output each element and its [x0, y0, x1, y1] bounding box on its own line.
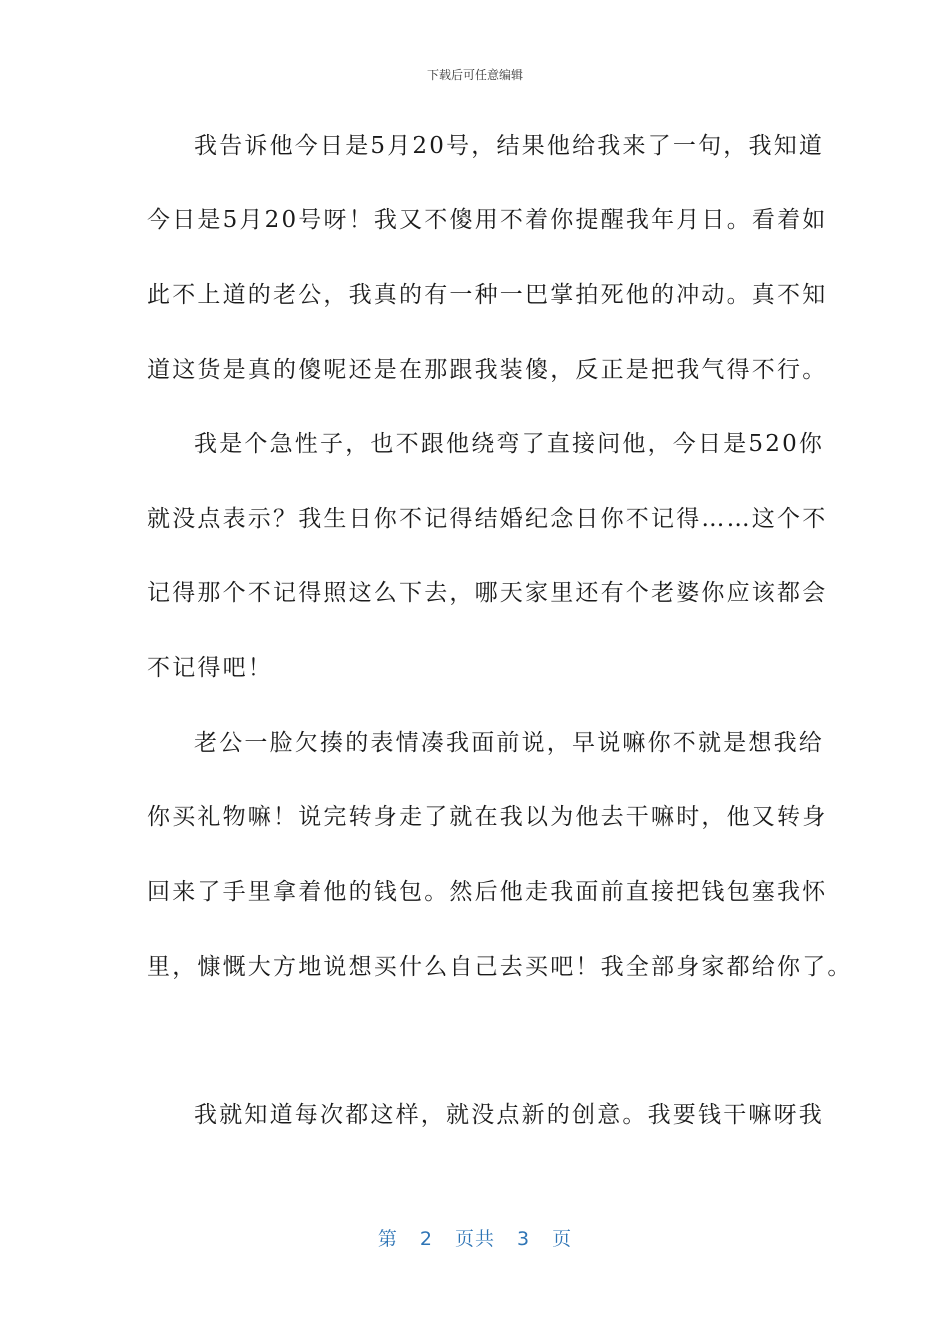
paragraph-4-line-1: 我就知道每次都这样，就没点新的创意。我要钱干嘛呀我 [194, 1102, 824, 1128]
paragraph-2-line-4: 不记得吧！ [147, 655, 273, 681]
paragraph-1-line-1: 我告诉他今日是5月20号，结果他给我来了一句，我知道 [194, 133, 825, 159]
paragraph-2-line-2: 就没点表示？我生日你不记得结婚纪念日你不记得……这个不 [147, 506, 828, 532]
paragraph-3-line-2: 你买礼物嘛！说完转身走了就在我以为他去干嘛时，他又转身 [147, 804, 828, 830]
paragraph-1-line-4: 道这货是真的傻呢还是在那跟我装傻，反正是把我气得不行。 [147, 357, 828, 383]
paragraph-3-line-3: 回来了手里拿着他的钱包。然后他走我面前直接把钱包塞我怀 [147, 879, 828, 905]
paragraph-2-line-1: 我是个急性子，也不跟他绕弯了直接问他，今日是520你 [194, 431, 825, 457]
paragraph-2-line-3: 记得那个不记得照这么下去，哪天家里还有个老婆你应该都会 [147, 580, 828, 606]
footer-page-word: 第 [377, 1228, 398, 1250]
page-footer [0, 1224, 950, 1251]
footer-page-end: 页 [552, 1228, 573, 1250]
paragraph-3-line-1: 老公一脸欠揍的表情凑我面前说，早说嘛你不就是想我给 [194, 730, 824, 756]
footer-page-of: 页共 [454, 1228, 495, 1250]
footer-total-pages: 3 [517, 1228, 531, 1250]
paragraph-3-line-4: 里，慷慨大方地说想买什么自己去买吧！我全部身家都给你了。 [147, 954, 853, 980]
page-header-note: 下载后可任意编辑 [426, 68, 523, 82]
paragraph-1-line-2: 今日是5月20号呀！我又不傻用不着你提醒我年月日。看着如 [147, 207, 828, 233]
footer-page-number: 2 [419, 1228, 433, 1250]
paragraph-1-line-3: 此不上道的老公，我真的有一种一巴掌拍死他的冲动。真不知 [147, 282, 828, 308]
